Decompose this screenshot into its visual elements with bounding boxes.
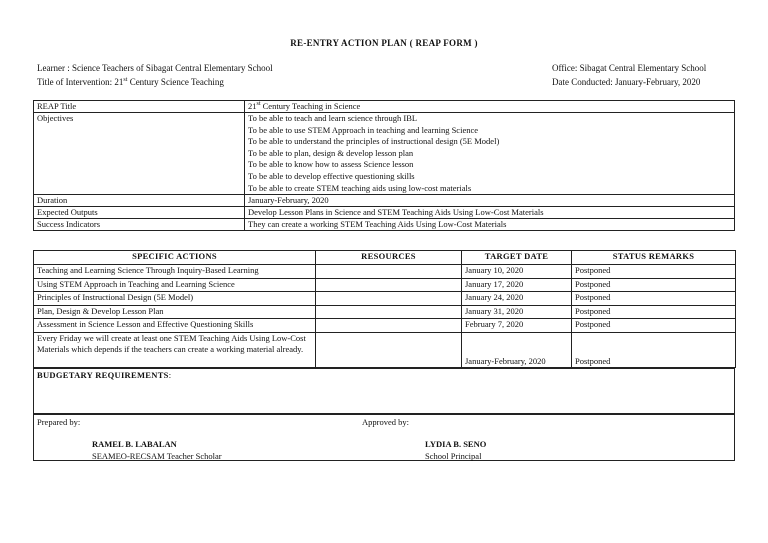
signature-box — [33, 414, 735, 461]
objectives-list — [245, 113, 735, 195]
objectives-label: Objectives — [34, 113, 245, 195]
table-row — [34, 319, 736, 333]
objective-item: To be able to use STEM Approach in teaching and learning Science — [248, 124, 479, 135]
status-cell: Postponed — [572, 265, 736, 279]
objective-item: To be able to understand the principles of instructional design (5E Model) — [248, 136, 500, 147]
status-cell: Postponed — [572, 319, 736, 333]
preparer-title: SEAMEO-RECSAM Teacher Scholar — [92, 451, 222, 461]
office-line: Office: Sibagat Central Elementary School — [552, 63, 707, 73]
outputs-value: Develop Lesson Plans in Science and STEM Teaching Aids Using Low-Cost Materials — [245, 207, 735, 219]
table-row — [34, 332, 736, 367]
col-header-status-remarks: STATUS REMARKS — [572, 251, 736, 265]
col-header-resources: RESOURCES — [316, 251, 462, 265]
action-cell: Plan, Design & Develop Lesson Plan — [34, 305, 316, 319]
resources-cell — [316, 278, 462, 292]
prepared-by-label: Prepared by: — [37, 417, 81, 427]
action-cell: Assessment in Science Lesson and Effective Questioning Skills — [34, 319, 316, 333]
status-cell: Postponed — [572, 332, 736, 367]
reap-title-prefix: 21 — [248, 101, 257, 111]
objective-item: To be able to plan, design & develop lesson plan — [248, 147, 414, 158]
actions-header-row — [34, 251, 736, 265]
date-cell: February 7, 2020 — [462, 319, 572, 333]
reap-title-suffix: Century Teaching in Science — [260, 101, 361, 111]
form-title: RE-ENTRY ACTION PLAN ( REAP FORM ) — [290, 38, 478, 48]
resources-cell — [316, 292, 462, 306]
approver-name: LYDIA B. SENO — [425, 439, 487, 449]
budget-label-text: BUDGETARY REQUIREMENTS — [37, 370, 169, 380]
date-cell: January 17, 2020 — [462, 278, 572, 292]
outputs-row — [34, 207, 735, 219]
date-cell: January 24, 2020 — [462, 292, 572, 306]
resources-cell — [316, 332, 462, 367]
reap-title-sup: st — [256, 101, 261, 108]
indicators-value: They can create a working STEM Teaching Aids Using Low-Cost Materials — [245, 219, 735, 231]
actions-table — [33, 250, 736, 368]
col-header-specific-actions: SPECIFIC ACTIONS — [34, 251, 316, 265]
budget-colon: : — [168, 370, 172, 380]
learner-line: Learner : Science Teachers of Sibagat Central Elementary School — [37, 63, 273, 73]
col-header-target-date: TARGET DATE — [462, 251, 572, 265]
table-row — [34, 265, 736, 279]
approved-by-label: Approved by: — [362, 417, 409, 427]
status-cell: Postponed — [572, 292, 736, 306]
table-row — [34, 278, 736, 292]
reap-title-row — [34, 101, 735, 113]
indicators-label: Success Indicators — [34, 219, 245, 231]
status-cell: Postponed — [572, 305, 736, 319]
action-cell: Using STEM Approach in Teaching and Learning Science — [34, 278, 316, 292]
objective-item: To be able to develop effective questioning skills — [248, 170, 415, 181]
table-row — [34, 305, 736, 319]
approver-title: School Principal — [425, 451, 482, 461]
date-cell: January-February, 2020 — [462, 332, 572, 367]
date-cell: January 31, 2020 — [462, 305, 572, 319]
indicators-row — [34, 219, 735, 231]
resources-cell — [316, 305, 462, 319]
intervention-prefix: Title of Intervention: 21 — [37, 77, 124, 87]
objectives-row — [34, 113, 735, 195]
reap-title-label: REAP Title — [34, 101, 245, 113]
action-cell: Teaching and Learning Science Through Inquiry-Based Learning — [34, 265, 316, 279]
resources-cell — [316, 265, 462, 279]
budget-label — [37, 370, 171, 380]
duration-value: January-February, 2020 — [245, 195, 735, 207]
duration-label: Duration — [34, 195, 245, 207]
reap-title-value — [245, 101, 735, 113]
resources-cell — [316, 319, 462, 333]
objective-item: To be able to create STEM teaching aids using low-cost materials — [248, 182, 472, 193]
intervention-suffix: Century Science Teaching — [127, 77, 224, 87]
objective-item: To be able to know how to assess Science lesson — [248, 159, 414, 170]
date-conducted-line: Date Conducted: January-February, 2020 — [552, 77, 701, 87]
intervention-line — [37, 77, 224, 87]
budget-box — [33, 368, 735, 414]
reap-table — [33, 100, 735, 231]
action-cell: Every Friday we will create at least one STEM Teaching Aids Using Low-Cost Materials which depends if the teachers can create a working material already. — [34, 332, 316, 367]
objective-item: To be able to teach and learn science through IBL — [248, 113, 418, 123]
table-row — [34, 292, 736, 306]
date-cell: January 10, 2020 — [462, 265, 572, 279]
preparer-name: RAMEL B. LABALAN — [92, 439, 177, 449]
duration-row — [34, 195, 735, 207]
intervention-sup: st — [123, 77, 128, 83]
action-cell: Principles of Instructional Design (5E Model) — [34, 292, 316, 306]
status-cell: Postponed — [572, 278, 736, 292]
outputs-label: Expected Outputs — [34, 207, 245, 219]
